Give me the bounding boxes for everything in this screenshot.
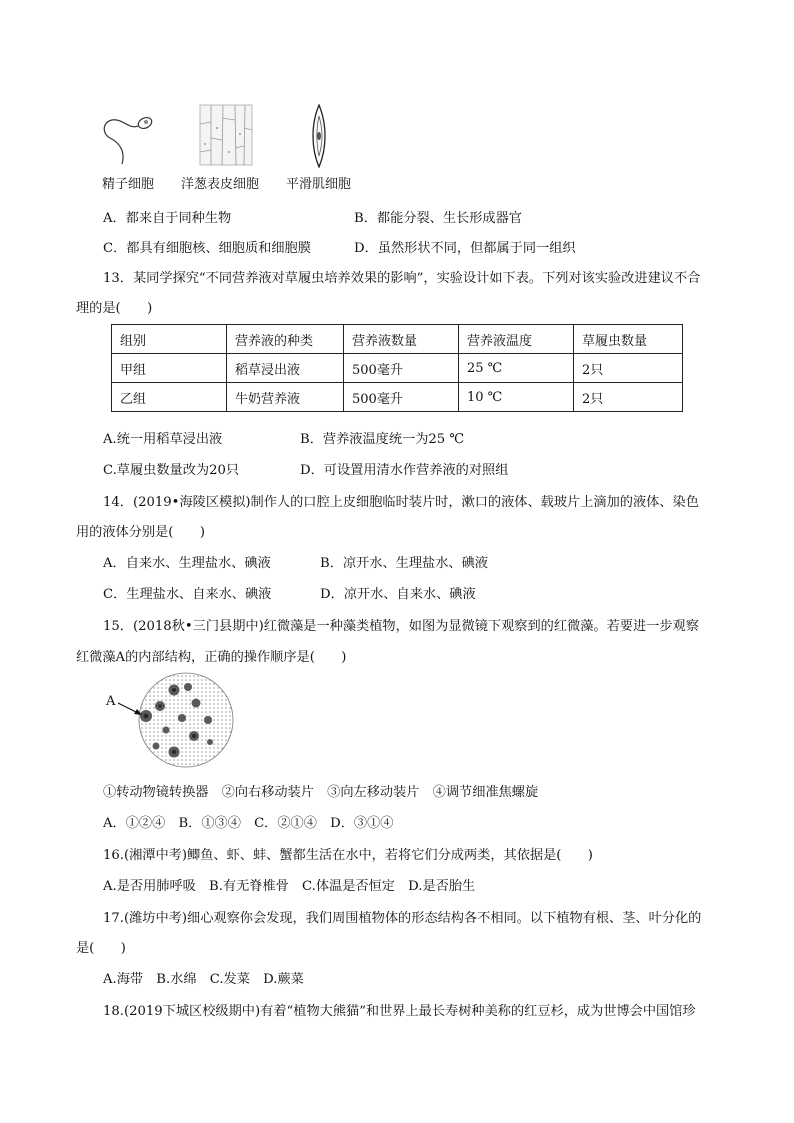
- smooth-muscle-cell-figure: [307, 104, 331, 168]
- q12-option-d: D．虽然形状不同，但都属于同一组织: [354, 241, 576, 256]
- q13-option-d: D．可设置用清水作营养液的对照组: [300, 463, 509, 478]
- q13-stem-line2: 理的是( ): [76, 301, 153, 316]
- q14-option-d: D．凉开水、自来水、碘液: [320, 587, 476, 602]
- q15-options: A．①②④ B．①③④ C．②①④ D．③①④: [103, 816, 394, 831]
- table-cell: 10 ℃: [459, 383, 574, 412]
- q14-option-b: B．凉开水、生理盐水、碘液: [320, 556, 488, 571]
- q16-stem: 16.(湘潭中考)鲫鱼、虾、蚌、蟹都生活在水中，若将它们分成两类，其依据是( ): [103, 848, 593, 863]
- table-header-cell: 营养液温度: [459, 325, 574, 354]
- sperm-cell-figure: [100, 108, 162, 170]
- red-microalgae-microscope-figure: [104, 670, 234, 770]
- table-cell: 牛奶营养液: [227, 383, 344, 412]
- onion-epidermis-figure: [199, 104, 253, 166]
- table-row: [112, 383, 683, 412]
- table-cell: 500毫升: [344, 354, 459, 383]
- q15-steps: ①转动物镜转换器 ②向右移动装片 ③向左移动装片 ④调节细准焦螺旋: [103, 785, 539, 800]
- q13-option-a: A.统一用稻草浸出液: [103, 432, 223, 447]
- q15-stem-line2: 红微藻A的内部结构，正确的操作顺序是( ): [76, 650, 347, 665]
- q17-options: A.海带 B.水绵 C.发菜 D.蕨菜: [103, 972, 304, 987]
- q12-option-a: A．都来自于同种生物: [103, 211, 232, 226]
- table-row: [112, 354, 683, 383]
- table-cell: 乙组: [112, 383, 227, 412]
- q12-option-b: B．都能分裂、生长形成器官: [354, 211, 522, 226]
- table-header-cell: 草履虫数量: [574, 325, 683, 354]
- q17-stem-line2: 是( ): [76, 941, 126, 956]
- q14-stem-line2: 用的液体分别是( ): [76, 525, 205, 540]
- q17-stem-line1: 17.(潍坊中考)细心观察你会发现，我们周围植物体的形态结构各不相同。以下植物有根、茎、叶分化的: [103, 911, 702, 926]
- q12-option-c: C．都具有细胞核、细胞质和细胞膜: [103, 241, 311, 256]
- experiment-table: [111, 324, 683, 412]
- q14-stem-line1: 14．(2019•海陵区模拟)制作人的口腔上皮细胞临时装片时，漱口的液体、载玻片上滴加的液体、染色: [103, 495, 699, 510]
- q15-stem-line1: 15．(2018秋•三门县期中)红微藻是一种藻类植物，如图为显微镜下观察到的红微藻。若要进一步观察: [103, 619, 699, 634]
- table-header-cell: 营养液数量: [344, 325, 459, 354]
- figure-caption-muscle: 平滑肌细胞: [286, 177, 352, 192]
- q13-option-b: B．营养液温度统一为25 ℃: [300, 432, 465, 447]
- table-cell: 甲组: [112, 354, 227, 383]
- table-cell: 2只: [574, 354, 683, 383]
- figure-label-a: A: [106, 694, 116, 709]
- table-cell: 25 ℃: [459, 354, 574, 383]
- q13-stem-line1: 13．某同学探究“不同营养液对草履虫培养效果的影响”，实验设计如下表。下列对该实验改进建议不合: [103, 271, 701, 286]
- table-cell: 500毫升: [344, 383, 459, 412]
- figure-caption-sperm: 精子细胞: [102, 177, 155, 192]
- table-cell: 2只: [574, 383, 683, 412]
- q18-stem-line1: 18.(2019下城区校级期中)有着“植物大熊猫”和世界上最长寿树种美称的红豆杉，成为世博会中国馆珍: [103, 1004, 696, 1019]
- q14-option-c: C．生理盐水、自来水、碘液: [103, 587, 272, 602]
- q14-option-a: A．自来水、生理盐水、碘液: [103, 556, 271, 571]
- q13-option-c: C.草履虫数量改为20只: [103, 463, 240, 478]
- table-header-cell: 组别: [112, 325, 227, 354]
- q16-options: A.是否用肺呼吸 B.有无脊椎骨 C.体温是否恒定 D.是否胎生: [103, 879, 476, 894]
- table-header-row: [112, 325, 683, 354]
- table-header-cell: 营养液的种类: [227, 325, 344, 354]
- table-cell: 稻草浸出液: [227, 354, 344, 383]
- figure-caption-onion: 洋葱表皮细胞: [181, 177, 260, 192]
